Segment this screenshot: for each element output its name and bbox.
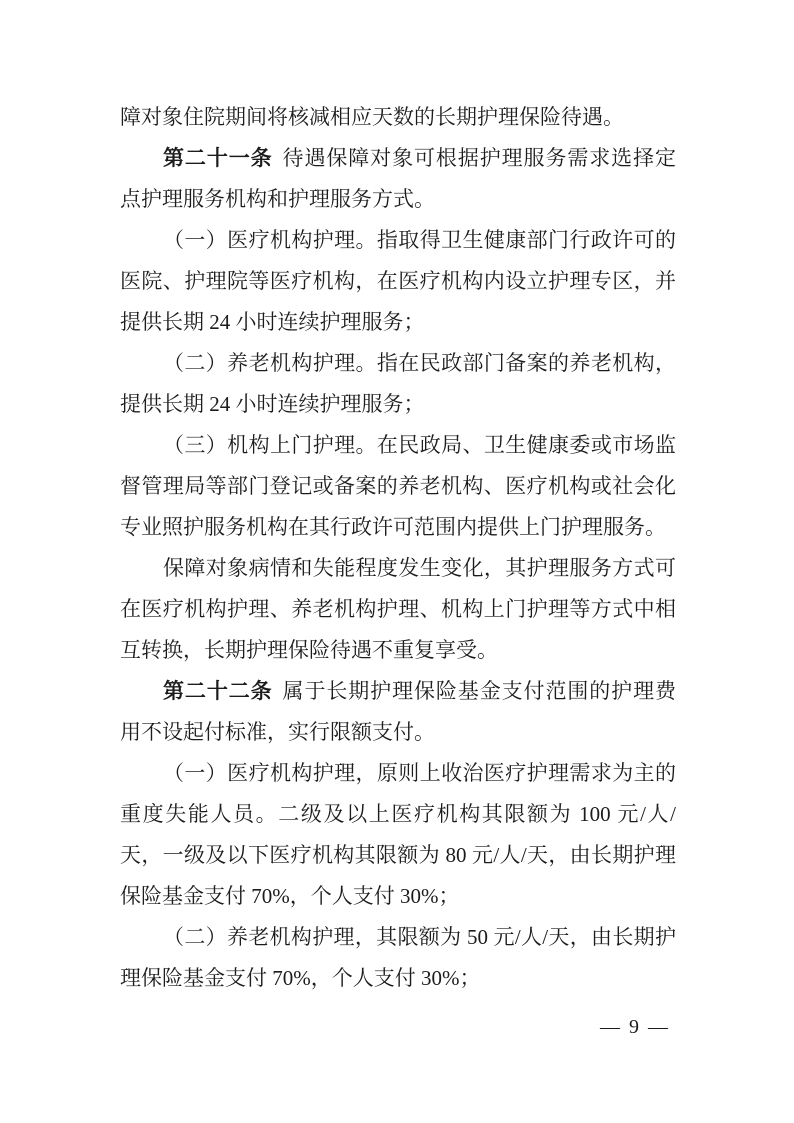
article-heading: 第二十一条 <box>163 147 273 170</box>
paragraph <box>120 548 676 671</box>
paragraph-text: 障对象住院期间将核减相应天数的长期护理保险待遇。 <box>120 105 624 129</box>
page-number: — 9 — <box>600 1016 670 1038</box>
paragraph-text: （二）养老机构护理，其限额为 50 元/人/天，由长期护理保险基金支付 70%，个人支付 30%； <box>120 925 676 990</box>
paragraph <box>120 343 676 425</box>
paragraph-text: （一）医疗机构护理，原则上收治医疗护理需求为主的重度失能人员。二级及以上医疗机构其限额为 100 元/人/天，一级及以下医疗机构其限额为 80 元/人/天，由长期护理保险基金支付 70%，个人支付 30%； <box>120 761 676 908</box>
article-heading: 第二十二条 <box>163 680 273 703</box>
paragraph-text: 待遇保障对象可根据护理服务需求选择定点护理服务机构和护理服务方式。 <box>120 146 676 211</box>
paragraph-text: （一）医疗机构护理。指取得卫生健康部门行政许可的医院、护理院等医疗机构，在医疗机构内设立护理专区，并提供长期 24 小时连续护理服务； <box>120 228 676 334</box>
paragraph-text: 属于长期护理保险基金支付范围的护理费用不设起付标准，实行限额支付。 <box>120 679 676 744</box>
paragraph <box>120 425 676 548</box>
paragraph-text: （二）养老机构护理。指在民政部门备案的养老机构，提供长期 24 小时连续护理服务； <box>120 351 676 416</box>
paragraph-text: （三）机构上门护理。在民政局、卫生健康委或市场监督管理局等部门登记或备案的养老机构、医疗机构或社会化专业照护服务机构在其行政许可范围内提供上门护理服务。 <box>120 433 676 539</box>
paragraph <box>120 671 676 753</box>
paragraph-text: 保障对象病情和失能程度发生变化，其护理服务方式可在医疗机构护理、养老机构护理、机构上门护理等方式中相互转换，长期护理保险待遇不重复享受。 <box>120 556 676 662</box>
paragraph <box>120 220 676 343</box>
paragraph <box>120 917 676 999</box>
paragraph <box>120 138 676 220</box>
document-body <box>120 97 676 999</box>
paragraph <box>120 97 676 138</box>
paragraph <box>120 753 676 917</box>
